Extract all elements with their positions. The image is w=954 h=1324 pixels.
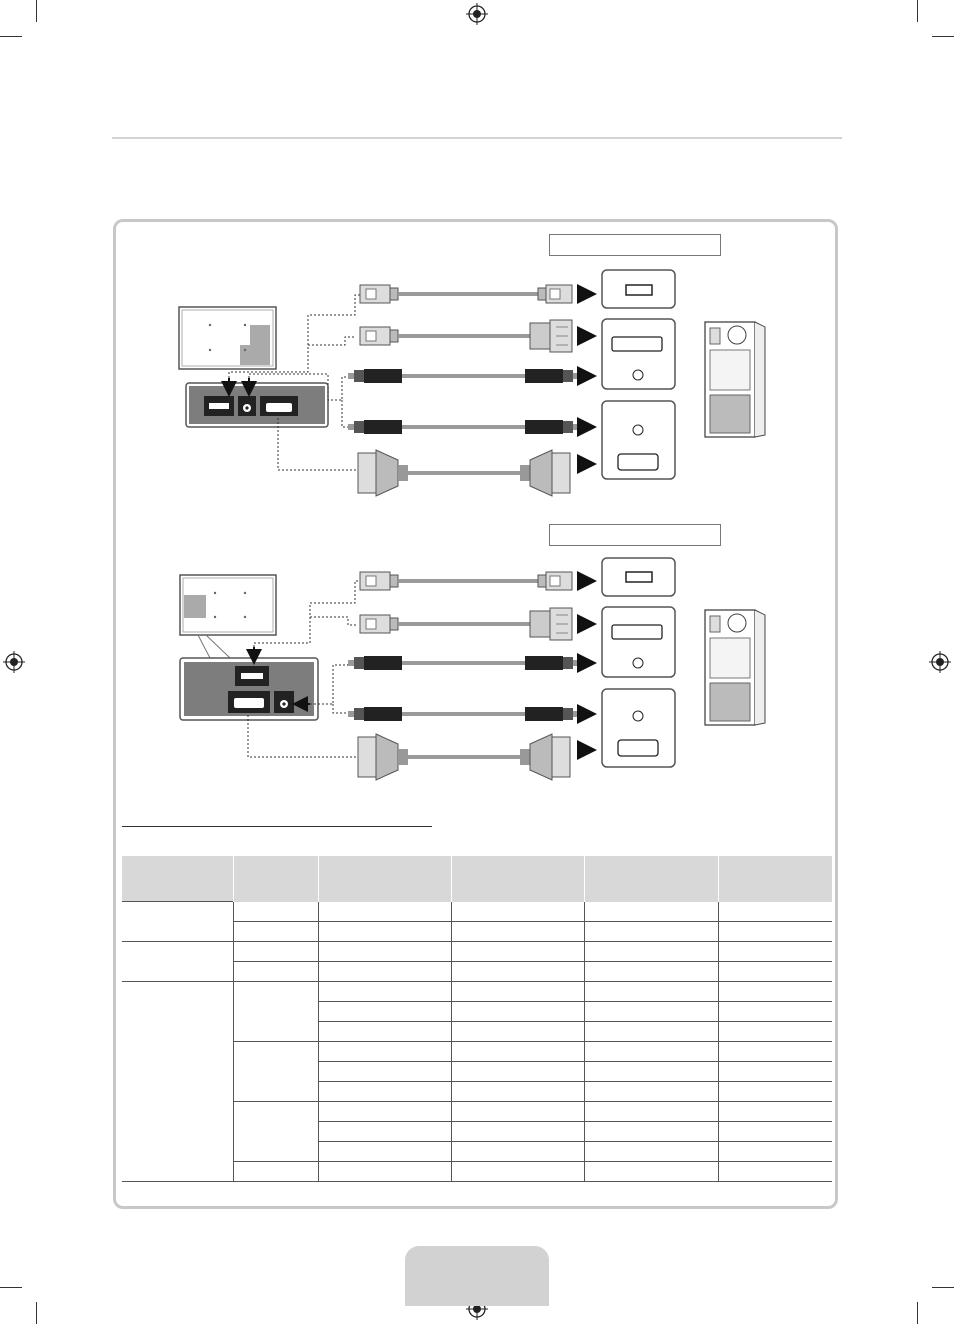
connection-diagram-top	[170, 265, 770, 500]
diagram-caption-box	[549, 234, 721, 256]
pc-tower-icon	[705, 322, 765, 437]
registration-mark-icon	[466, 3, 488, 25]
section-divider	[112, 137, 842, 139]
crop-mark	[917, 1302, 918, 1324]
audio-cable-icon	[348, 707, 579, 721]
hdmi-dvi-cable-icon	[360, 608, 572, 640]
table-header-cell	[318, 856, 451, 902]
tv-input-panel	[186, 383, 328, 427]
page-number-tab	[405, 1246, 549, 1306]
pc-dvi-port-icon	[602, 607, 675, 677]
connection-diagram-bottom	[170, 555, 770, 790]
vga-cable-icon	[358, 450, 570, 496]
audio-cable-icon	[348, 656, 579, 670]
audio-cable-icon	[348, 420, 579, 434]
crop-mark	[0, 36, 22, 37]
table-header-cell	[718, 856, 832, 902]
tv-input-panel	[180, 658, 318, 720]
vga-cable-icon	[358, 734, 570, 780]
pc-dvi-port-icon	[602, 319, 675, 389]
diagram-caption-box	[549, 524, 721, 546]
table-row	[122, 902, 832, 922]
registration-mark-icon	[3, 651, 25, 673]
table-header-cell	[451, 856, 584, 902]
hdmi-dvi-cable-icon	[360, 320, 572, 352]
section-title	[112, 100, 842, 130]
table-header-cell	[122, 856, 233, 902]
hdmi-cable-icon	[360, 572, 572, 590]
tv-rear-icon	[179, 307, 276, 369]
table-title	[122, 806, 432, 824]
registration-mark-icon	[929, 651, 951, 673]
pc-vga-port-icon	[602, 401, 675, 479]
crop-mark	[36, 0, 37, 22]
tv-rear-icon	[180, 575, 276, 635]
table-row	[122, 981, 832, 1001]
crop-mark	[0, 1287, 22, 1288]
crop-mark	[36, 1302, 37, 1324]
table-header-cell	[233, 856, 318, 902]
table-header-row	[122, 856, 832, 902]
table-header-cell	[584, 856, 718, 902]
resolution-table	[122, 856, 832, 1182]
pc-hdmi-port-icon	[602, 270, 675, 308]
crop-mark	[932, 1287, 954, 1288]
table-row	[122, 941, 832, 961]
pc-hdmi-port-icon	[602, 558, 675, 596]
table-title-underline	[122, 826, 432, 827]
crop-mark	[932, 36, 954, 37]
pc-vga-port-icon	[602, 689, 675, 767]
hdmi-cable-icon	[360, 285, 572, 303]
crop-mark	[917, 0, 918, 22]
audio-cable-icon	[348, 369, 579, 383]
pc-tower-icon	[705, 610, 765, 725]
